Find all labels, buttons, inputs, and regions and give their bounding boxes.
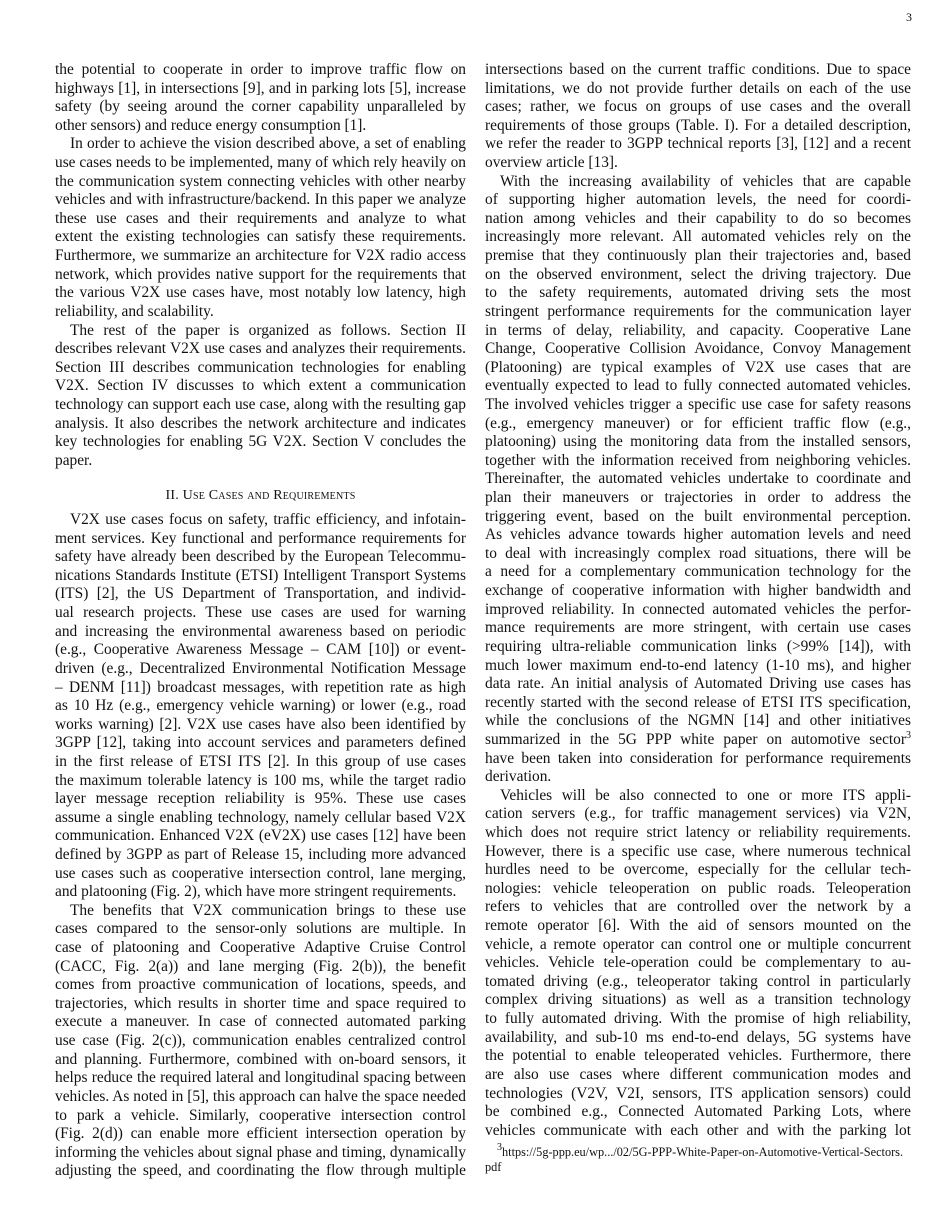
text-line: Furthermore, we summarize an architecture for V2X radio access xyxy=(55,247,466,265)
text-line: we refer the reader to 3GPP technical reports [3], [12] and a recent xyxy=(485,135,911,153)
text-line: layer message reception reliability is 95%. These use cases xyxy=(55,790,466,808)
text-line: increasingly more relevant. All automated vehicles rely on the xyxy=(485,228,911,246)
text-line: the maximum tolerable latency is 100 ms, while the target radio xyxy=(55,771,466,789)
text-line: driven (e.g., Decentralized Environmental Notification Message xyxy=(55,659,466,677)
text-line: nation among vehicles and their capability to do so becomes xyxy=(485,209,911,227)
paragraph xyxy=(55,135,466,321)
left-column xyxy=(55,61,466,1181)
text-line: In order to achieve the vision described above, a set of enabling xyxy=(70,135,466,153)
paragraph xyxy=(55,902,466,1181)
paragraph xyxy=(485,61,911,173)
text-line: V2X. Section IV discusses to which extent a communication xyxy=(55,377,466,395)
text-line: ment services. Key functional and performance requirements for xyxy=(55,529,466,547)
text-line: the various V2X use cases have, most notably low latency, high xyxy=(55,284,466,302)
text-line: together with the information received from neighboring vehicles. xyxy=(485,451,911,469)
text-line: are also use cases where different communication modes and xyxy=(485,1065,911,1083)
text-line: vehicle, a remote operator can control one or multiple concurrent xyxy=(485,935,911,953)
text-line: network, which provides native support for the requirements that xyxy=(55,265,466,283)
text-line: and planning. Furthermore, combined with on-board sensors, it xyxy=(55,1050,466,1068)
text-line: to fully automated driving. With the promise of high reliability, xyxy=(485,1010,911,1028)
text-line: while the conclusions of the NGMN [14] and other initiatives xyxy=(485,712,911,730)
text-line: vehicles. As noted in [5], this approach can halve the space needed xyxy=(55,1087,466,1105)
text-line: which does not require strict latency or reliability requirements. xyxy=(485,823,911,841)
text-line: as 10 Hz (e.g., emergency vehicle warning) or lower (e.g., road xyxy=(55,697,466,715)
text-line: With the increasing availability of vehicles that are capable xyxy=(500,172,911,190)
text-line: (Platooning) are typical examples of V2X use cases that are xyxy=(485,358,911,376)
text-line: these use cases and their requirements and analyze to what xyxy=(55,209,466,227)
text-line: intersections based on the current traffic conditions. Due to space xyxy=(485,61,911,78)
text-line: requiring ultra-reliable communication links (>99% [14]), with xyxy=(485,637,911,655)
section-heading xyxy=(55,487,466,506)
text-line: to park a vehicle. Similarly, cooperative intersection control xyxy=(55,1106,466,1124)
text-line: triggering event, based on the built environmental perception. xyxy=(485,507,911,525)
text-line: be combined e.g., Connected Automated Parking Lots, where xyxy=(485,1103,911,1121)
text-line: nications Standards Institute (ETSI) Intelligent Transport Systems xyxy=(55,566,466,584)
right-column xyxy=(485,61,911,1140)
text-line: The rest of the paper is organized as follows. Section II xyxy=(70,321,466,339)
footnote-marker: 3 xyxy=(497,1142,502,1153)
section-number: II. xyxy=(165,488,179,504)
text-line: – DENM [11]) broadcast messages, with repetition rate as high xyxy=(55,678,466,696)
text-line: remote operator [6]. With the aid of sensors mounted on the xyxy=(485,917,911,935)
footnote xyxy=(485,1142,911,1175)
text-line: defined by 3GPP as part of Release 15, including more advanced xyxy=(55,845,466,863)
text-line xyxy=(485,731,911,750)
text-line: V2X use cases focus on safety, traffic efficiency, and infotain- xyxy=(70,511,466,529)
text-line: vehicles communicate with each other and with the parking lot xyxy=(485,1121,911,1139)
text-line: of supporting higher automation levels, the need for coordi- xyxy=(485,191,911,209)
text-line: recently started with the second release of ETSI ITS specification, xyxy=(485,693,911,711)
text-line: limitations, we do not provide further details on each of the use xyxy=(485,79,911,97)
paragraph xyxy=(485,173,911,787)
text-line: adjusting the speed, and coordinating the flow through multiple xyxy=(55,1162,466,1180)
text-line: case of platooning and Cooperative Adaptive Cruise Control xyxy=(55,939,466,957)
text-line: cases; rather, we focus on groups of use cases and the overall xyxy=(485,98,911,116)
text-line: technology can support each use case, along with the resulting gap xyxy=(55,395,466,413)
text-line: in terms of delay, reliability, and capacity. Cooperative Lane xyxy=(485,321,911,339)
footnote-url: https://5g-ppp.eu/wp.../02/5G-PPP-White-Paper-on-Automotive-Vertical-Sectors. xyxy=(502,1145,904,1159)
text-line: on the observed environment, select the driving trajectory. Due xyxy=(485,265,911,283)
text-line: other sensors) and reduce energy consumption [1]. xyxy=(55,116,367,134)
text-line: and platooning (Fig. 2), which have more stringent requirements. xyxy=(55,883,457,901)
text-line: trajectories, which results in shorter time and space required to xyxy=(55,994,466,1012)
text-line: reliability, and scalability. xyxy=(55,302,214,320)
text-line: works warning) [2]. V2X use cases have also been identified by xyxy=(55,715,466,733)
text-line: As vehicles advance towards higher automation levels and need xyxy=(485,526,911,544)
text-line: safety (by seeing around the corner capability unparalleled by xyxy=(55,98,466,116)
section-title: Use Cases and Requirements xyxy=(182,488,356,504)
text-line: 3GPP [12], taking into account services and parameters defined xyxy=(55,734,466,752)
text-line: availability, and sub-10 ms end-to-end delays, 5G systems have xyxy=(485,1028,911,1046)
text-line: key technologies for enabling 5G V2X. Section V concludes the xyxy=(55,433,466,451)
text-line: the potential to cooperate in order to improve traffic flow on xyxy=(55,61,466,78)
text-line: refers to vehicles that are controlled over the network by a xyxy=(485,898,911,916)
text-line: eventually expected to lead to fully connected automated vehicles. xyxy=(485,377,911,395)
text-line: comes from proactive communication of locations, speeds, and xyxy=(55,976,466,994)
text-line: cation servers (e.g., for traffic management services) via V2N, xyxy=(485,805,911,823)
text-line: use cases such as cooperative intersection control, lane merging, xyxy=(55,864,466,882)
text-line: to deal with increasingly complex road situations, there will be xyxy=(485,544,911,562)
text-line: Change, Cooperative Collision Avoidance, Convoy Management xyxy=(485,340,911,358)
text-line: a need for a complementary communication technology for the xyxy=(485,563,911,581)
text-line: extent the existing technologies can satisfy these requirements. xyxy=(55,228,466,246)
text-line: derivation. xyxy=(485,768,552,786)
text-line: Thereinafter, the automated vehicles undertake to coordinate and xyxy=(485,470,911,488)
text-line-content: summarized in the 5G PPP white paper on automotive sector xyxy=(485,730,906,748)
footnote-reference: 3 xyxy=(906,729,911,741)
text-line: ual research projects. These use cases are used for warning xyxy=(55,604,466,622)
text-line: vehicles. Vehicle tele-operation could be complementary to au- xyxy=(485,954,911,972)
text-line: paper. xyxy=(55,451,93,469)
footnote-url-end: pdf xyxy=(485,1160,502,1174)
text-line: Section III describes communication technologies for enabling xyxy=(55,358,466,376)
text-line: exchange of cooperative information with higher bandwidth and xyxy=(485,582,911,600)
text-line: (e.g., Cooperative Awareness Message – CAM [10]) or event- xyxy=(55,641,466,659)
text-line: overview article [13]. xyxy=(485,154,618,172)
text-line: in the first release of ETSI ITS [2]. In this group of use cases xyxy=(55,752,466,770)
text-line: plan their maneuvers or trajectories in order to address the xyxy=(485,489,911,507)
paragraph xyxy=(55,61,466,135)
text-line: use cases needs to be implemented, many of which rely heavily on xyxy=(55,154,466,172)
text-line: (ITS) [2], the US Department of Transportation, and individ- xyxy=(55,585,466,603)
text-line: premise that they continuously plan their trajectories and, based xyxy=(485,247,911,265)
text-line: helps reduce the required lateral and longitudinal spacing between xyxy=(55,1069,466,1087)
text-line: assume a single enabling technology, namely cellular based V2X xyxy=(55,808,466,826)
text-line: (CACC, Fig. 2(a)) and lane merging (Fig. 2(b)), the benefit xyxy=(55,957,466,975)
paragraph xyxy=(485,787,911,1141)
paragraph xyxy=(55,511,466,902)
text-line: communication. Enhanced V2X (eV2X) use cases [12] have been xyxy=(55,827,466,845)
text-line: use case (Fig. 2(c)), communication enables centralized control xyxy=(55,1032,466,1050)
left-paragraphs-bottom xyxy=(55,511,466,1181)
text-line: Vehicles will be also connected to one or more ITS appli- xyxy=(500,786,911,804)
text-line: the communication system connecting vehicles with other nearby xyxy=(55,172,466,190)
text-line: (e.g., emergency maneuver) or for efficient traffic flow (e.g., xyxy=(485,414,911,432)
text-line: execute a maneuver. In case of connected automated parking xyxy=(55,1013,466,1031)
text-line: vehicles and with infrastructure/backend. In this paper we analyze xyxy=(55,191,466,209)
text-line: improved reliability. In connected automated vehicles the perfor- xyxy=(485,600,911,618)
text-line: stringent performance requirements for the communication layer xyxy=(485,302,911,320)
text-line: (Fig. 2(d)) can enable more efficient intersection operation by xyxy=(55,1125,466,1143)
text-line: have been taken into consideration for performance requirements xyxy=(485,749,911,767)
text-line: informing the vehicles about signal phase and timing, dynamically xyxy=(55,1143,466,1161)
text-line: highways [1], in intersections [9], and in parking lots [5], increase xyxy=(55,79,466,97)
text-line: requirements of those groups (Table. I). For a detailed description, xyxy=(485,116,911,134)
text-line: and increasing the environmental awareness based on periodic xyxy=(55,622,466,640)
text-line: tomated driving (e.g., teleoperator taking control in particularly xyxy=(485,972,911,990)
text-line: much lower maximum end-to-end latency (1-10 ms), and higher xyxy=(485,656,911,674)
text-line: analysis. It also describes the network architecture and indicates xyxy=(55,414,466,432)
text-line: mance requirements are more stringent, with certain use cases xyxy=(485,619,911,637)
text-line: complex driving situations) as well as a transition technology xyxy=(485,991,911,1009)
text-line: hurdles need to be overcome, especially for the cellular tech- xyxy=(485,861,911,879)
text-line: safety have already been described by the European Telecommu- xyxy=(55,548,466,566)
paragraph xyxy=(55,322,466,471)
text-line: platooning) using the monitoring data from the installed sensors, xyxy=(485,433,911,451)
left-paragraphs-top xyxy=(55,61,466,470)
page-number: 3 xyxy=(906,10,912,24)
text-line: The benefits that V2X communication brings to these use xyxy=(70,901,466,919)
text-line: technologies (V2V, V2I, sensors, ITS application sensors) could xyxy=(485,1084,911,1102)
text-line: describes relevant V2X use cases and analyzes their requirements. xyxy=(55,340,466,358)
text-line: to the safety requirements, automated driving sets the most xyxy=(485,284,911,302)
text-line: data rate. An initial analysis of Automated Driving use cases has xyxy=(485,675,911,693)
text-line: However, there is a specific use case, where numerous technical xyxy=(485,842,911,860)
text-line: nologies: vehicle teleoperation on public roads. Teleoperation xyxy=(485,879,911,897)
text-line: cases compared to the sensor-only solutions are multiple. In xyxy=(55,920,466,938)
text-line: the potential to enable teleoperated vehicles. Furthermore, there xyxy=(485,1047,911,1065)
text-line: The involved vehicles trigger a specific use case for safety reasons xyxy=(485,395,911,413)
